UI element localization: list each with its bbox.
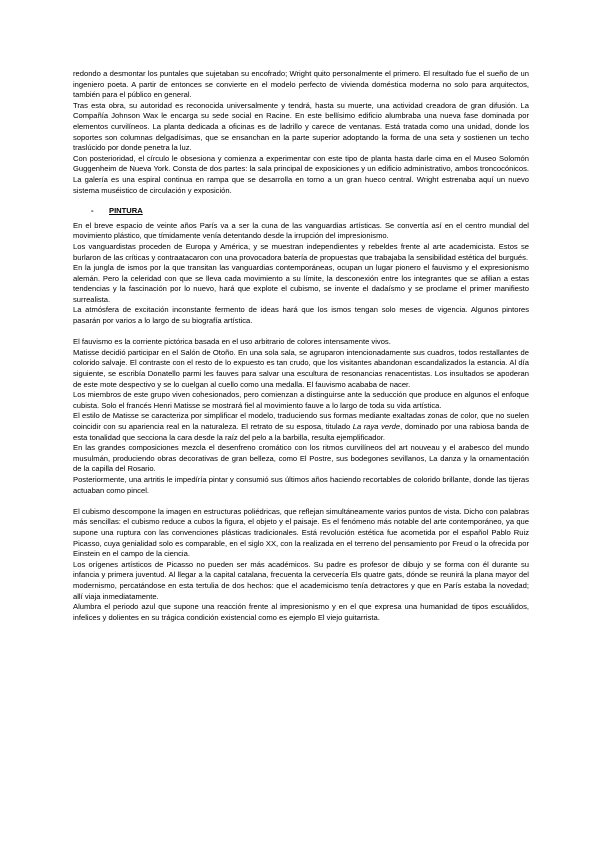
paragraph-miembros-grupo: Los miembros de este grupo viven cohesionados, pero comienzan a distinguirse ante la seducción que produce en algunos el enfoque cubista. Solo el francés Henri Matisse se mostrará fiel al movimiento fauve a lo largo de toda su vida artística. <box>73 390 529 410</box>
spacer <box>73 496 529 507</box>
paragraph-cubismo-definicion: El cubismo descompone la imagen en estructuras poliédricas, que reflejan simultáneamente varios puntos de vista. Dicho con palabras más sencillas: el cubismo reduce a cubos la figura, el objeto y el paisaje. Es el fenómeno más notable del arte contemporáneo, ya que supone una ruptura con las convenciones plásticas tradicionales. Está revolución estética fue acometida por el español Pablo Ruiz Picasso, cuya genialidad solo es comparable, en el siglo XX, con la realizada en el terreno del pensamiento por Freud o la ofrecida por Einstein en el campo de la ciencia. <box>73 506 529 559</box>
spacer <box>73 196 529 202</box>
section-title: PINTURA <box>109 206 143 216</box>
paragraph-origenes-picasso: Los orígenes artísticos de Picasso no pueden ser más académicos. Su padre es profesor de dibujo y se forma con él durante su infancia y primera juventud. Al llegar a la capital catalana, frecuenta la cervecería Els quatre gats, dónde se reunirá la plana mayor del modernismo, percatándose en esta tertulia de dos hechos: que el academicismo tenía detractores y que en París estaba la novedad; allí viaja inmediatamente. <box>73 559 529 601</box>
paragraph-jungla-de-ismos: En la jungla de ismos por la que transitan las vanguardias contemporáneas, ocupan un lugar pionero el fauvismo y el expresionismo alemán. Pero la celeridad con que se lleva cada movimiento a su límite, la desconexión entre los integrantes que se afilian a estas tendencias y la fascinación por lo nuevo, hará que explote el cubismo, se invente el dadaísmo y se proclame el primer manifiesto surrealista. <box>73 263 529 304</box>
paragraph-salon-de-otono: Matisse decidió participar en el Salón de Otoño. En una sola sala, se agruparon intencionadamente sus cuadros, todos restallantes de colorido salvaje. El contraste con el resto de lo expuesto es tan crudo, que los visitantes abandonan escandalizados la estancia. Al día siguiente, se escribía Donatello parmi les fauves para salvar una escultura de resonancias renacentistas. Los insultados se apoderan de este mote despectivo y se lo cuelgan al cuello como una medalla. El fauvismo acababa de nacer. <box>73 347 529 389</box>
page-content <box>73 69 529 623</box>
paragraph-johnson-wax: Tras esta obra, su autoridad es reconocida universalmente y tendrá, hasta su muerte, una actividad creadora de gran difusión. La Compañía Johnson Wax le encarga su sede social en Racine. En este bellísimo edificio alumbraba una nueva fase dominada por elementos curvilíneos. La planta dedicada a oficinas es de ladrillo y carece de ventanas. Está tratada como una unidad, donde los soportes son columnas delgadísimas, que se ensanchan en la parte superior adoptando la forma de una seta y sostienen un techo traslúcido por donde penetra la luz. <box>73 100 529 153</box>
paragraph-artritis: Posteriormente, una artritis le impedíría pintar y consumió sus últimos años haciendo recortables de colorido brillante, donde las tijeras actuaban como pincel. <box>73 474 529 495</box>
paragraph-atmosfera: La atmósfera de excitación inconstante fermento de ideas hará que los ismos tengan solo meses de vigencia. Algunos pintores pasarán por varios a lo largo de su biografía artística. <box>73 305 529 326</box>
paragraph-fauvismo-definicion: El fauvismo es la corriente pictórica basada en el uso arbitrario de colores intensamente vivos. <box>73 337 391 347</box>
paragraph-paris-vanguardias: En el breve espacio de veinte años París va a ser la cuna de las vanguardias artísticas. Se convertía así en el centro mundial del movimiento plástico, que tímidamente venía detentando desde la irrupción del impresionismo. <box>73 220 529 241</box>
paragraph-vanguardistas: Los vanguardistas proceden de Europa y América, y se muestran independientes y rebeldes frente al arte academicista. Estos se burlaron de las críticas y contraatacaron con una provocadora batería de propuestas que trabajaba la sensibilidad estética del burgués. <box>73 241 529 262</box>
section-heading-pintura <box>91 206 529 217</box>
paragraph-grandes-composiciones: En las grandes composiciones mezcla el desenfreno cromático con los ritmos curvilíneos del art nouveau y el arabesco del mundo musulmán, produciendo obras decorativas de gran belleza, como El Postre, sus bodegones sevillanos, La danza y la ornamentación de la capilla del Rosario. <box>73 443 529 474</box>
text-run: El estilo de Matisse se caracteriza por simplificar el modelo, traduciendo sus formas mediante exaltadas zonas de color, que no suelen coincidir con su apariencia real en la naturaleza. El retrato de su esposa, titulado <box>73 411 529 431</box>
list-dash: - <box>91 206 94 216</box>
text-run: , dominado por una rabiosa banda de esta tonalidad que secciona la cara desde la raíz del pelo a la barbilla, resulta ejemplificador. <box>73 422 529 442</box>
paragraph-estilo-matisse <box>73 411 529 443</box>
spacer <box>73 327 529 338</box>
paragraph-periodo-azul: Alumbra el periodo azul que supone una reacción frente al impresionismo y en el que expresa una humanidad de tipos escuálidos, infelices y dolientes en su trágica condición existencial como es ejemplo El viejo guitarrista. <box>73 602 529 622</box>
paragraph-guggenheim: Con posterioridad, el círculo le obsesiona y comienza a experimentar con este tipo de planta hasta darle cima en el Museo Solomón Guggenheim de Nueva York. Consta de dos partes: la sala principal de exposiciones y un edificio administrativo, ambos troncocónicos. La galería es una espiral continua en rampa que se desarrolla en torno a un gran hueco central. Wright estrenaba aquí un nuevo sistema muséistico de circulación y exposición. <box>73 153 529 195</box>
paragraph-wright-fallingwater: redondo a desmontar los puntales que sujetaban su encofrado; Wright quito personalmente el primero. El resultado fue el sueño de un ingeniero poeta. A partir de entonces se convierte en el modelo perfecto de vivienda doméstica moderna no solo para arquitectos, también para el público en general. <box>73 69 529 100</box>
artwork-title: La raya verde <box>352 422 401 431</box>
